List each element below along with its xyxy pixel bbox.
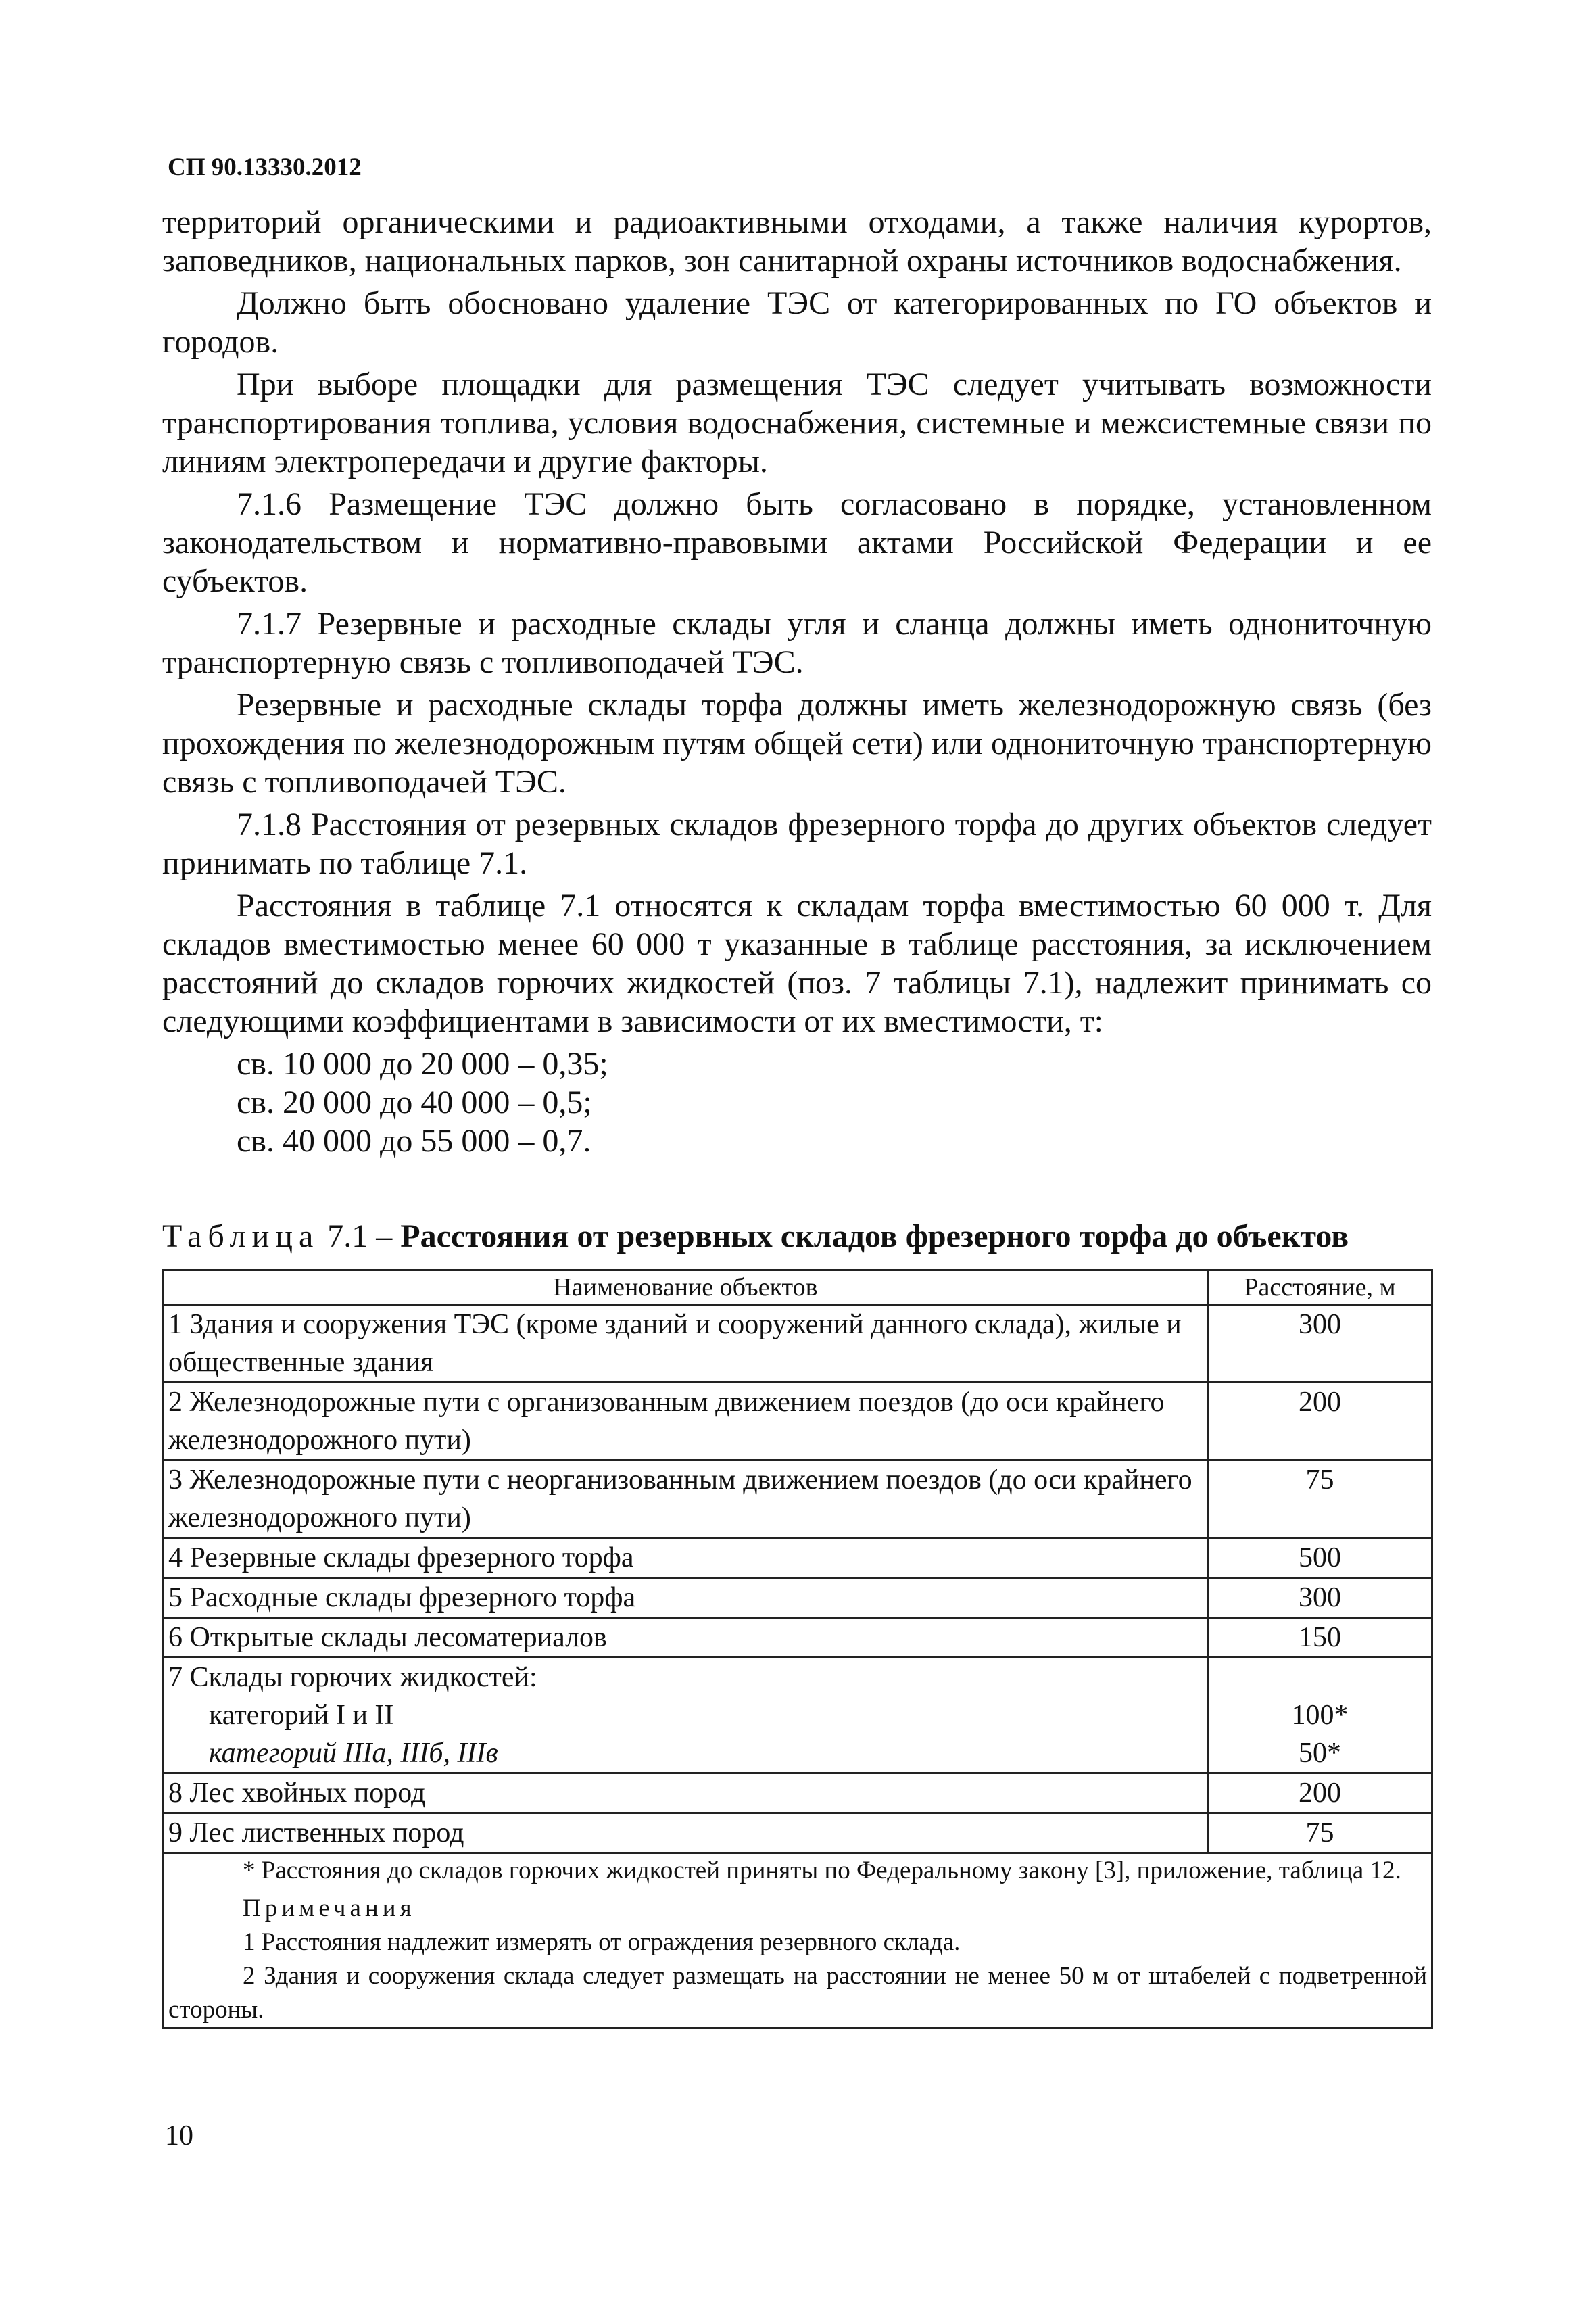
table-title: Расстояния от резервных складов фрезерного торфа до объектов bbox=[400, 1218, 1349, 1254]
table-row bbox=[164, 1538, 1432, 1578]
object-subcategory: категорий IIIа, IIIб, IIIв bbox=[209, 1738, 498, 1769]
table-row bbox=[164, 1618, 1432, 1658]
paragraph: При выборе площадки для размещения ТЭС следует учитывать возможности транспортирования топлива, условия водоснабжения, системные и межсистемные связи по линиям электропередачи и другие факторы. bbox=[162, 366, 1432, 479]
table-row bbox=[164, 1578, 1432, 1618]
table-row bbox=[164, 1658, 1432, 1773]
distance-value: 300 bbox=[1208, 1578, 1432, 1618]
table-header-row bbox=[164, 1270, 1432, 1305]
paragraph: территорий органическими и радиоактивными отходами, а также наличия курортов, заповедников, национальных парков, зон санитарной охраны источников водоснабжения. bbox=[162, 204, 1432, 279]
object-subcategory: категорий I и II bbox=[209, 1700, 394, 1731]
object-name: 6 Открытые склады лесоматериалов bbox=[164, 1618, 1208, 1658]
distance-value: 500 bbox=[1208, 1538, 1432, 1578]
table-notes bbox=[164, 1853, 1432, 2028]
column-header-name: Наименование объектов bbox=[164, 1270, 1208, 1305]
table-row bbox=[164, 1773, 1432, 1813]
notes-heading: Примечания bbox=[243, 1894, 416, 1922]
distance-table bbox=[162, 1269, 1433, 2029]
object-name: 3 Железнодорожные пути с неорганизованным движением поездов (до оси крайнего железнодорожного пути) bbox=[164, 1460, 1208, 1538]
paragraph: Должно быть обосновано удаление ТЭС от категорированных по ГО объектов и городов. bbox=[162, 285, 1432, 360]
list-item: св. 40 000 до 55 000 – 0,7. bbox=[237, 1123, 591, 1159]
paragraph-7-1-8: 7.1.8 Расстояния от резервных складов фрезерного торфа до других объектов следует принимать по таблице 7.1. bbox=[162, 807, 1432, 881]
list-item: св. 20 000 до 40 000 – 0,5; bbox=[237, 1084, 592, 1120]
object-name: 1 Здания и сооружения ТЭС (кроме зданий и сооружений данного склада), жилые и общественные здания bbox=[164, 1305, 1208, 1383]
distance-value: 300 bbox=[1208, 1305, 1432, 1383]
note: 2 Здания и сооружения склада следует размещать на расстоянии не менее 50 м от штабелей с подветренной стороны. bbox=[168, 1962, 1427, 2024]
distance-value: 200 bbox=[1208, 1773, 1432, 1813]
object-name: 8 Лес хвойных пород bbox=[164, 1773, 1208, 1813]
document-code: СП 90.13330.2012 bbox=[168, 153, 362, 181]
table-row bbox=[164, 1460, 1432, 1538]
distance-value: 200 bbox=[1208, 1383, 1432, 1460]
object-name-group bbox=[164, 1658, 1208, 1773]
body-text bbox=[162, 203, 1432, 1160]
page-number: 10 bbox=[165, 2120, 193, 2151]
paragraph: Резервные и расходные склады торфа должны иметь железнодорожную связь (без прохождения по железнодорожным путям общей сети) или однониточную транспортерную связь с топливоподачей ТЭС. bbox=[162, 687, 1432, 800]
paragraph: Расстояния в таблице 7.1 относятся к складам торфа вместимостью 60 000 т. Для складов вместимостью менее 60 000 т указанные в таблице расстояния, за исключением расстояний до складов горючих жидкостей (поз. 7 таблицы 7.1), надлежит принимать со следующими коэффициентами в зависимости от их вместимости, т: bbox=[162, 888, 1432, 1039]
paragraph-7-1-7: 7.1.7 Резервные и расходные склады угля и сланца должны иметь однониточную транспортерную связь с топливоподачей ТЭС. bbox=[162, 606, 1432, 680]
distance-value: 150 bbox=[1208, 1618, 1432, 1658]
note: 1 Расстояния надлежит измерять от ограждения резервного склада. bbox=[243, 1928, 961, 1956]
distance-value-group bbox=[1208, 1658, 1432, 1773]
distance-value: 100* bbox=[1291, 1700, 1349, 1731]
table-row bbox=[164, 1305, 1432, 1383]
object-name: 5 Расходные склады фрезерного торфа bbox=[164, 1578, 1208, 1618]
column-header-distance: Расстояние, м bbox=[1208, 1270, 1432, 1305]
table-number: 7.1 – bbox=[319, 1218, 401, 1254]
table-row bbox=[164, 1383, 1432, 1460]
distance-value: 75 bbox=[1208, 1813, 1432, 1853]
object-name: 2 Железнодорожные пути с организованным движением поездов (до оси крайнего железнодорожного пути) bbox=[164, 1383, 1208, 1460]
distance-value: 50* bbox=[1299, 1738, 1341, 1769]
table-row bbox=[164, 1813, 1432, 1853]
table-notes-row bbox=[164, 1853, 1432, 2028]
paragraph-7-1-6: 7.1.6 Размещение ТЭС должно быть согласовано в порядке, установленном законодательством и нормативно-правовыми актами Российской Федерации и ее субъектов. bbox=[162, 486, 1432, 599]
table-label: Таблица bbox=[162, 1218, 320, 1254]
table-caption bbox=[162, 1217, 1433, 1256]
object-name: 9 Лес лиственных пород bbox=[164, 1813, 1208, 1853]
object-name: 7 Склады горючих жидкостей: bbox=[168, 1662, 537, 1693]
footnote: * Расстояния до складов горючих жидкостей приняты по Федеральному закону [3], приложение, таблица 12. bbox=[243, 1857, 1401, 1884]
list-item: св. 10 000 до 20 000 – 0,35; bbox=[237, 1046, 608, 1082]
distance-value: 75 bbox=[1208, 1460, 1432, 1538]
object-name: 4 Резервные склады фрезерного торфа bbox=[164, 1538, 1208, 1578]
